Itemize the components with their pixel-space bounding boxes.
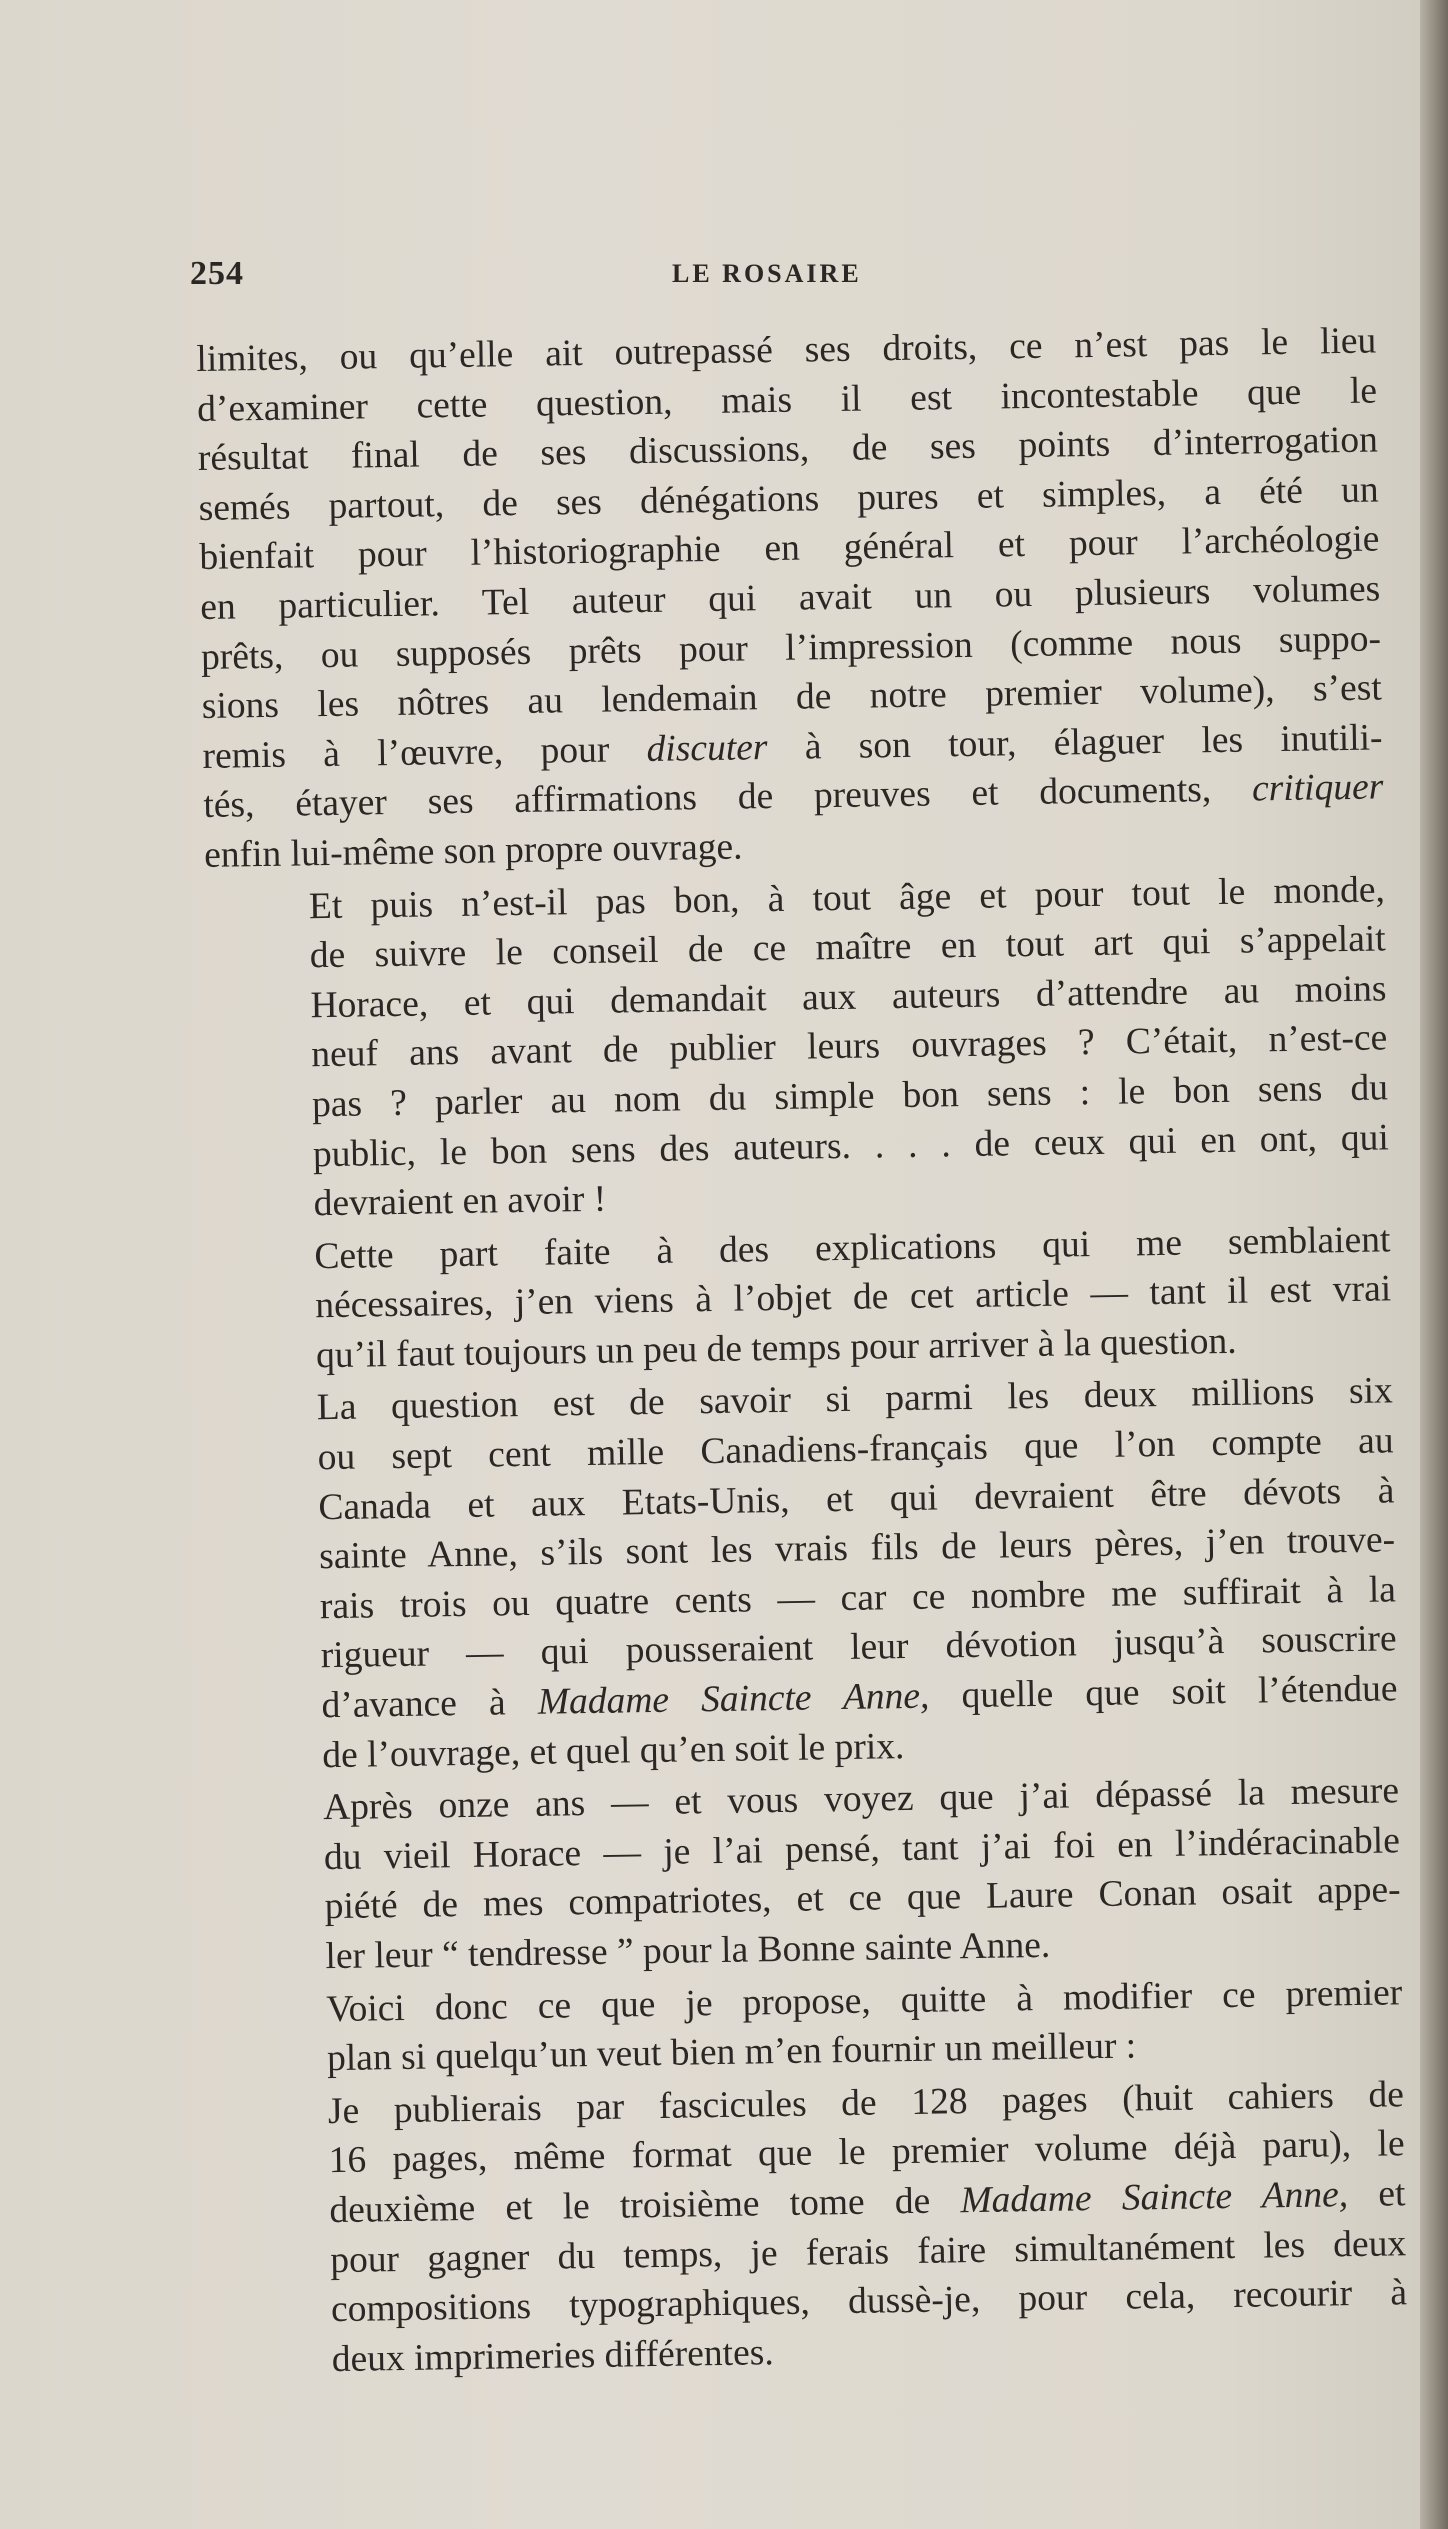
text-segment: ler leur “ tendresse ” pour la Bonne sainte Anne. — [325, 1924, 1051, 1978]
text-segment: ou sept cent mille Canadiens-français que l’on compte au — [317, 1420, 1394, 1479]
text-segment: Cette part faite à des explications qui me semblaient — [314, 1219, 1391, 1277]
text-segment: semés partout, de ses dénégations pures et simples, a été un — [198, 469, 1379, 529]
text-segment: neuf ans avant de publier leurs ouvrages ? C’était, n’est-ce — [311, 1017, 1388, 1076]
text-segment: piété de mes compatriotes, et ce que Laure Conan osait appe- — [324, 1869, 1401, 1928]
text-segment: pour gagner du temps, je ferais faire simultanément les deux — [329, 2222, 1407, 2281]
text-segment: Et puis n’est-il pas bon, à tout âge et pour tout le monde, — [308, 868, 1386, 927]
text-segment: compositions typographiques, dussè-je, pour cela, recourir à — [330, 2272, 1408, 2331]
text-segment: du vieil Horace — je l’ai pensé, tant j’ai foi en l’indéracinable — [323, 1820, 1401, 1878]
page-number: 254 — [190, 255, 244, 292]
text-segment: d’examiner cette question, mais il est incontestable que le — [196, 370, 1378, 430]
text-segment: Canada et aux Etats-Unis, et qui devraient être dévots à — [318, 1469, 1395, 1528]
italic-text: Madame Saincte Anne, — [960, 2174, 1349, 2222]
text-segment: La question est de savoir si parmi les deux millions six — [316, 1370, 1394, 1429]
text-segment: sions les nôtres au lendemain de notre premier volume), s’est — [201, 667, 1383, 728]
text-segment: public, le bon sens des auteurs. . . . de ceux qui en ont, qui — [312, 1116, 1390, 1175]
text-segment: deuxième et le troisième tome de — [329, 2180, 961, 2232]
text-segment: en particulier. Tel auteur qui avait un ou plusieurs volumes — [199, 568, 1381, 628]
text-segment: devraient en avoir ! — [313, 1178, 607, 1225]
text-segment: Voici donc ce que je propose, quitte à modifier ce premier — [325, 1971, 1403, 2030]
paragraph — [196, 316, 1384, 880]
body-text — [196, 316, 1408, 2386]
running-title: LE ROSAIRE — [672, 259, 862, 288]
text-segment: tés, étayer ses affirmations de preuves et documents, — [203, 768, 1253, 827]
text-segment: rigueur — qui pousseraient leur dévotion jusqu’à souscrire — [320, 1618, 1397, 1677]
text-segment: de suivre le conseil de ce maître en tout art qui s’appelait — [309, 918, 1386, 977]
text-segment: Après onze ans — et vous voyez que j’ai dépassé la mesure — [322, 1770, 1400, 1829]
text-segment: à son tour, élaguer les inutili- — [767, 717, 1383, 768]
text-segment: enfin lui-même son propre ouvrage. — [203, 826, 743, 876]
italic-text: discuter — [646, 726, 768, 770]
italic-text: Madame Saincte Anne, — [537, 1675, 930, 1723]
paragraph — [222, 1968, 1403, 2086]
page-header — [190, 255, 1390, 305]
book-gutter — [1420, 0, 1448, 2529]
paragraph — [219, 1767, 1402, 1984]
paragraph — [205, 865, 1390, 1231]
italic-text: critiquer — [1251, 766, 1384, 810]
text-segment: qu’il faut toujours un peu de temps pour arriver à la question. — [315, 1320, 1237, 1377]
text-segment: 16 pages, même format que le premier volume déjà paru), le — [328, 2123, 1405, 2182]
text-segment: d’avance à — [321, 1681, 539, 1727]
paragraph — [213, 1367, 1399, 1782]
text-segment: quelle que soit l’étendue — [929, 1668, 1398, 1717]
paragraph — [210, 1215, 1392, 1382]
text-segment: et — [1347, 2173, 1406, 2216]
text-segment: pas ? parler au nom du simple bon sens : le bon sens du — [311, 1067, 1389, 1126]
text-segment: plan si quelqu’un veut bien m’en fournir un meilleur : — [326, 2025, 1137, 2080]
text-segment: rais trois ou quatre cents — car ce nombre me suffirait à la — [319, 1569, 1397, 1628]
text-segment: deux imprimeries différentes. — [331, 2331, 774, 2380]
text-segment: Je publierais par fascicules de 128 pages (huit cahiers de — [327, 2074, 1405, 2132]
text-segment: Horace, et qui demandait aux auteurs d’attendre au moins — [310, 968, 1387, 1026]
text-segment: prêts, ou supposés prêts pour l’impression (comme nous suppo- — [200, 617, 1382, 678]
text-segment: de l’ouvrage, et quel qu’en soit le prix. — [322, 1725, 905, 1776]
paragraph — [224, 2070, 1409, 2386]
text-segment: limites, ou qu’elle ait outrepassé ses droits, ce n’est pas le lieu — [196, 320, 1377, 380]
text-segment: résultat final de ses discussions, de ses points d’interrogation — [197, 419, 1379, 480]
text-segment: nécessaires, j’en viens à l’objet de cet article — tant il est vrai — [314, 1268, 1392, 1327]
text-segment: remis à l’œuvre, pour — [202, 728, 647, 777]
text-segment: sainte Anne, s’ils sont les vrais fils de leurs pères, j’en trouve- — [318, 1519, 1396, 1578]
text-segment: bienfait pour l’historiographie en général et pour l’archéologie — [199, 518, 1380, 579]
